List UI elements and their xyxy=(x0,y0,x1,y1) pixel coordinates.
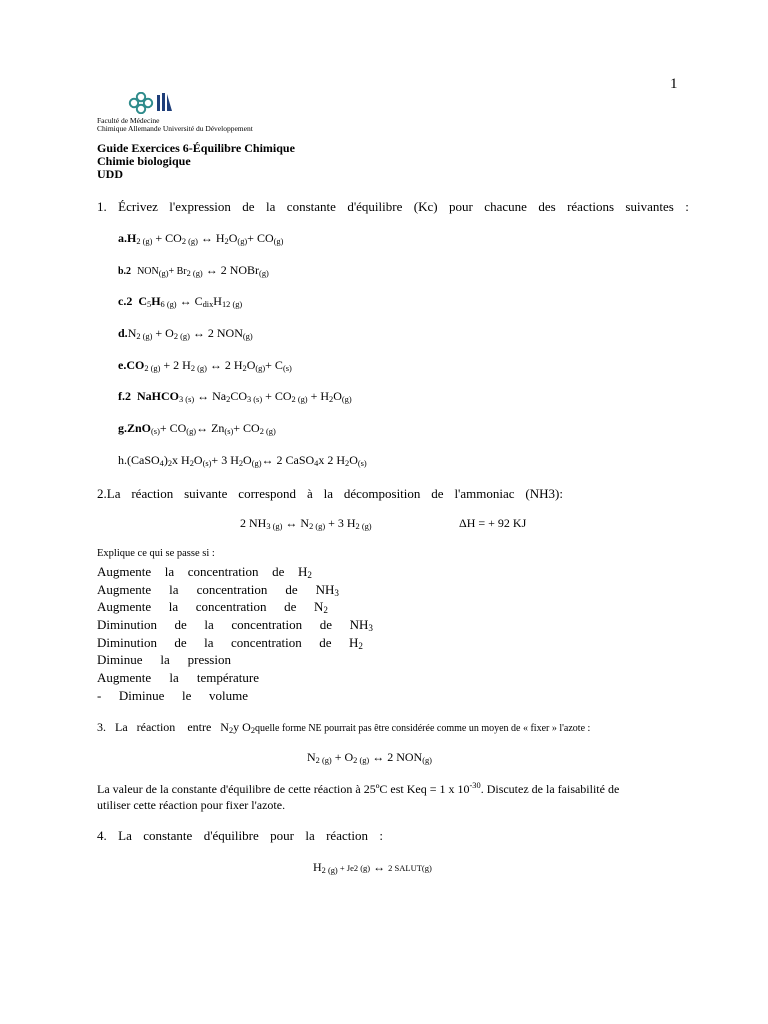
condition-1: Augmente la concentration de $H_2$ xyxy=(97,564,312,580)
logo-mark-icon xyxy=(128,92,174,114)
reaction-c: c.2 $C_5H_{6 (g)}$ ↔ $C_{dix}H_{12 (g)}$ xyxy=(118,294,243,309)
faculty-name: Faculté de Médecine xyxy=(97,116,160,125)
nitrogen-equation: $N_{2 (g)} + O_{2 (g)}$ ↔ 2 $NON_{(g)}$ xyxy=(307,750,432,765)
reaction-d: $d.N_{2 (g)} + O_{2 (g)}$ ↔ 2 $NON_{(g)}$ xyxy=(118,326,253,341)
question-3-keq: La valeur de la constante d'équilibre de cette réaction à 25ºC est Keq = 1 x $10^{-30}$. Discutez de la faisabilité de xyxy=(97,781,620,796)
question-2-text: 2.La réaction suivante correspond à la décomposition de l'ammoniac (NH3): xyxy=(97,486,563,501)
condition-4: Diminution de la concentration de $NH_3$ xyxy=(97,617,373,633)
reaction-h: $h.(CaSO_4)_2x$ $H_2O_{(s)}+ 3$ $H_2O_{(g)}\leftrightarrow$ 2 CaSO$_4$x 2 $H_2O_{(s)}$ xyxy=(118,453,367,468)
condition-3: Augmente la concentration de $N_2$ xyxy=(97,599,328,615)
institution-name: UDD xyxy=(97,167,123,181)
faculty-logo xyxy=(128,92,174,119)
question-2-intro: Explique ce qui se passe si : xyxy=(97,548,215,559)
question-1-text: 1. Écrivez l'expression de la constante d'équilibre (Kc) pour chacune des réactions suivantes : xyxy=(97,199,689,214)
question-3-text: 3. La réaction entre $N_2y$ $O_2quelle$ forme NE pourrait pas être considérée comme un moyen de « fixer » l'azote : xyxy=(97,720,591,735)
condition-7: Augmente la température xyxy=(97,670,259,685)
enthalpy-value: ΔH = + 92 KJ xyxy=(459,516,527,530)
document-title: Guide Exercices 6-Équilibre Chimique xyxy=(97,141,295,155)
page-number: 1 xyxy=(670,76,678,92)
hydrogen-iodide-equation: $H_{2 (g)} + Je2$ (g) ↔ 2 SALUT(g) xyxy=(313,860,432,875)
reaction-a: $a.H_{2 (g)} + CO_{2 (g)}$ ↔ $H_2O_{(g)}+ CO_{(g)}$ xyxy=(118,231,284,246)
course-name: Chimie biologique xyxy=(97,154,191,168)
condition-2: Augmente la concentration de $NH_3$ xyxy=(97,582,339,598)
reaction-e: $e.CO_{2 (g)} + 2$ $H_{2 (g)}$ ↔ 2 $H_2O_{(g)}+ C_{(s)}$ xyxy=(118,358,292,373)
condition-6: Diminue la pression xyxy=(97,652,231,667)
reaction-f: f.2 NaHCO$_{3 (s)}$ ↔ $Na_2CO_{3 (s)} + CO_{2 (g)} + H_2O_{(g)}$ xyxy=(118,389,352,404)
condition-8: - Diminue le volume xyxy=(97,688,248,703)
ammonia-equation: 2 $NH_{3 (g)}$ ↔ $N_{2 (g)} + 3$ $H_{2 (g)}$ xyxy=(240,516,372,531)
question-3-discussion: utiliser cette réaction pour fixer l'azote. xyxy=(97,798,286,812)
question-4-text: 4. La constante d'équilibre pour la réaction : xyxy=(97,828,383,843)
reaction-g: $g.ZnO_{(s)}+ CO_{(g)}\leftrightarrow$ $Zn_{(s)}+ CO_{2 (g)}$ xyxy=(118,421,276,436)
reaction-b: b.2 $NON_{(g)}+ Br_{2 (g)}$ ↔ 2 NOBr$_{(g)}$ xyxy=(118,263,269,278)
faculty-subtitle: Chimique Allemande Université du Développement xyxy=(97,124,253,133)
condition-5: Diminution de la concentration de $H_2$ xyxy=(97,635,363,651)
